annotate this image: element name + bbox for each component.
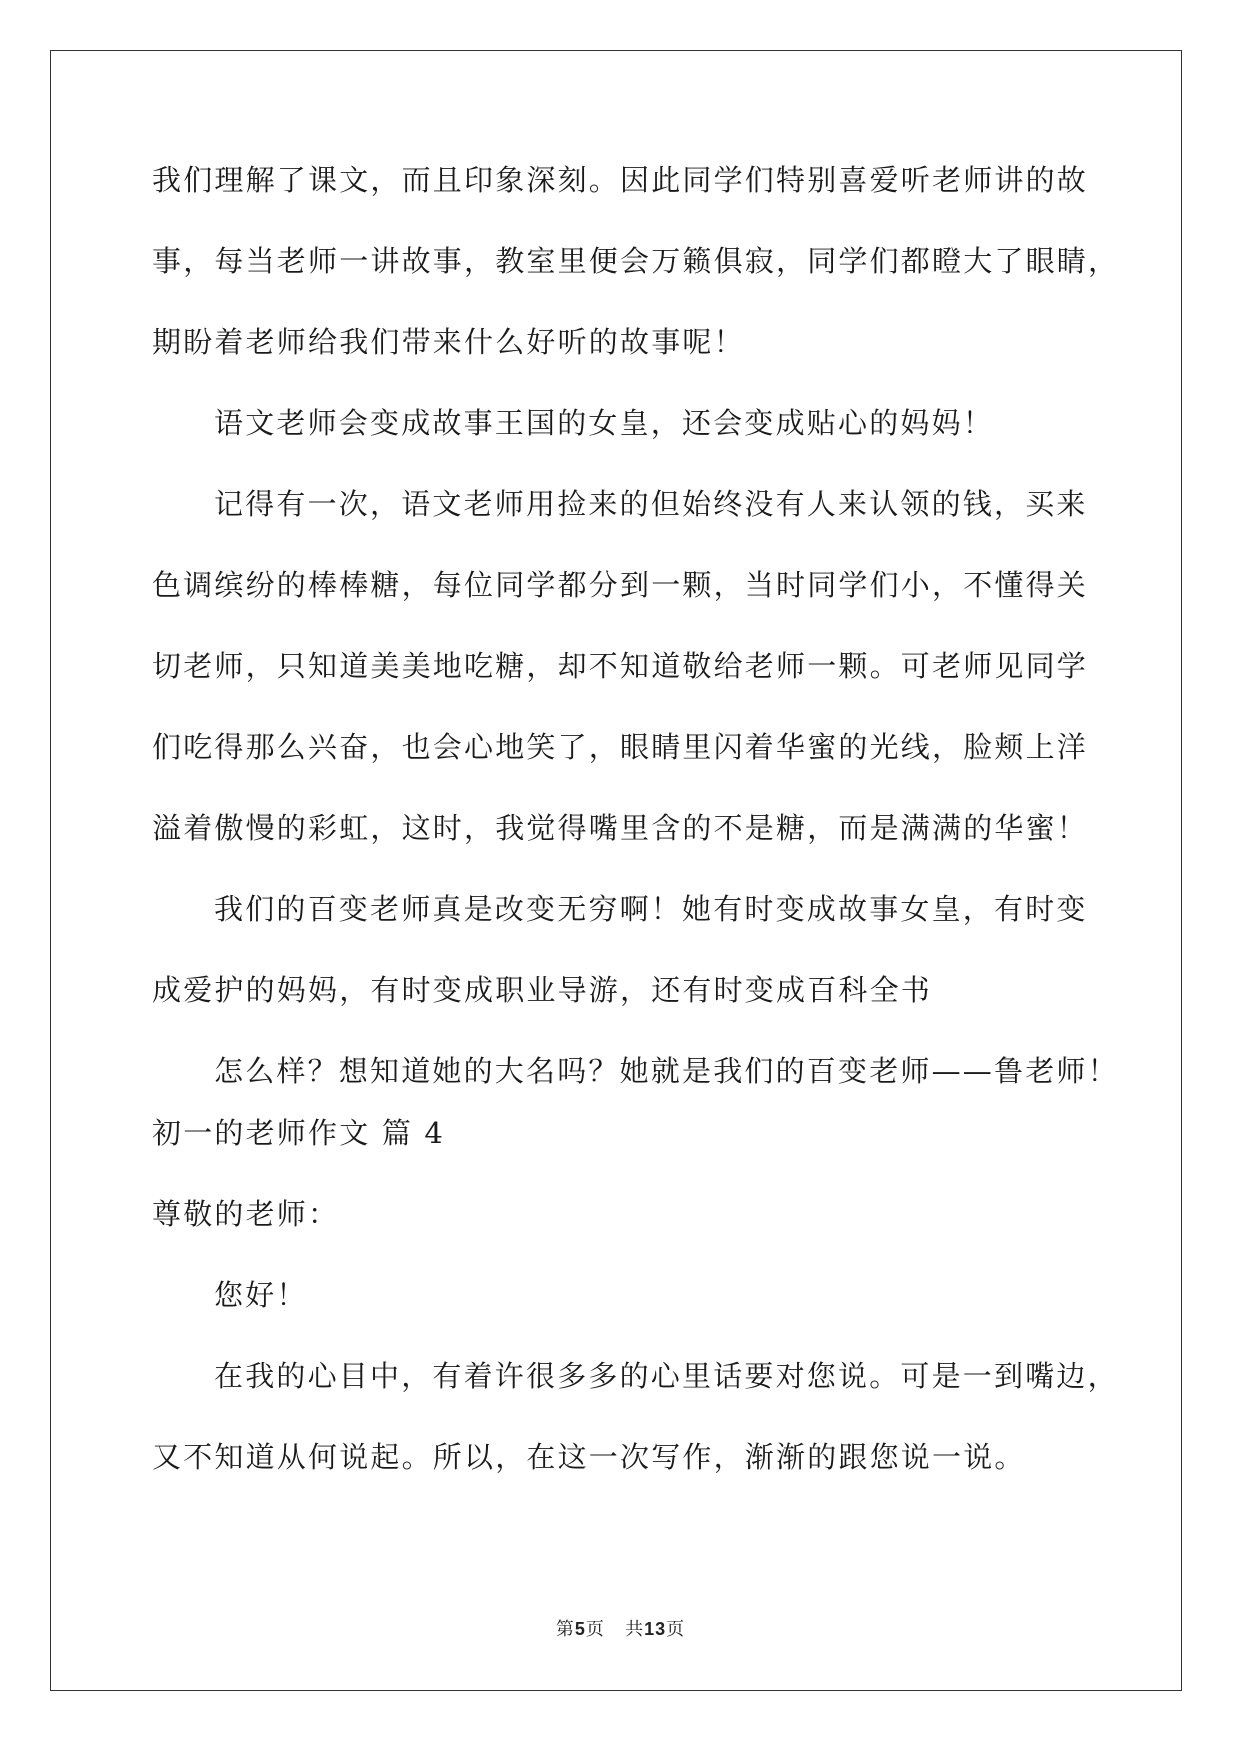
paragraph-line: 记得有一次，语文老师用捡来的但始终没有人来认领的钱，买来 bbox=[214, 487, 1088, 521]
paragraph-line: 事，每当老师一讲故事，教室里便会万籁俱寂，同学们都瞪大了眼睛， bbox=[152, 244, 1120, 278]
footer-page-suffix: 页 bbox=[585, 1619, 605, 1640]
section-heading: 初一的老师作文 篇 4 bbox=[152, 1116, 446, 1150]
page-footer bbox=[0, 1615, 1241, 1641]
total-page-count: 13 bbox=[644, 1619, 667, 1639]
current-page-number: 5 bbox=[574, 1619, 586, 1639]
paragraph-line: 们吃得那么兴奋，也会心地笑了，眼睛里闪着华蜜的光线，脸颊上洋 bbox=[152, 730, 1089, 764]
paragraph-line: 语文老师会变成故事王国的女皇，还会变成贴心的妈妈！ bbox=[214, 406, 995, 440]
paragraph-line: 成爱护的妈妈，有时变成职业导游，还有时变成百科全书 bbox=[152, 973, 933, 1007]
paragraph-line: 色调缤纷的棒棒糖，每位同学都分到一颗，当时同学们小，不懂得关 bbox=[152, 568, 1089, 602]
paragraph-line: 期盼着老师给我们带来什么好听的故事呢！ bbox=[152, 325, 745, 359]
paragraph-line: 切老师，只知道美美地吃糖，却不知道敬给老师一颗。可老师见同学 bbox=[152, 649, 1089, 683]
footer-total-prefix: 共 bbox=[625, 1619, 645, 1640]
paragraph-line: 我们的百变老师真是改变无穷啊！她有时变成故事女皇，有时变 bbox=[214, 892, 1088, 926]
paragraph-line: 我们理解了课文，而且印象深刻。因此同学们特别喜爱听老师讲的故 bbox=[152, 163, 1089, 197]
letter-salutation: 尊敬的老师： bbox=[152, 1197, 340, 1231]
letter-greeting: 您好！ bbox=[214, 1278, 308, 1312]
footer-prefix: 第 bbox=[555, 1619, 575, 1640]
paragraph-line: 溢着傲慢的彩虹，这时，我觉得嘴里含的不是糖，而是满满的华蜜！ bbox=[152, 811, 1089, 845]
paragraph-line: 怎么样？想知道她的大名吗？她就是我们的百变老师——鲁老师！ bbox=[214, 1054, 1119, 1088]
paragraph-line: 在我的心目中，有着许很多多的心里话要对您说。可是一到嘴边， bbox=[214, 1359, 1119, 1393]
footer-total-suffix: 页 bbox=[666, 1619, 686, 1640]
paragraph-line: 又不知道从何说起。所以，在这一次写作，渐渐的跟您说一说。 bbox=[152, 1440, 1026, 1474]
document-body bbox=[152, 160, 1120, 1477]
